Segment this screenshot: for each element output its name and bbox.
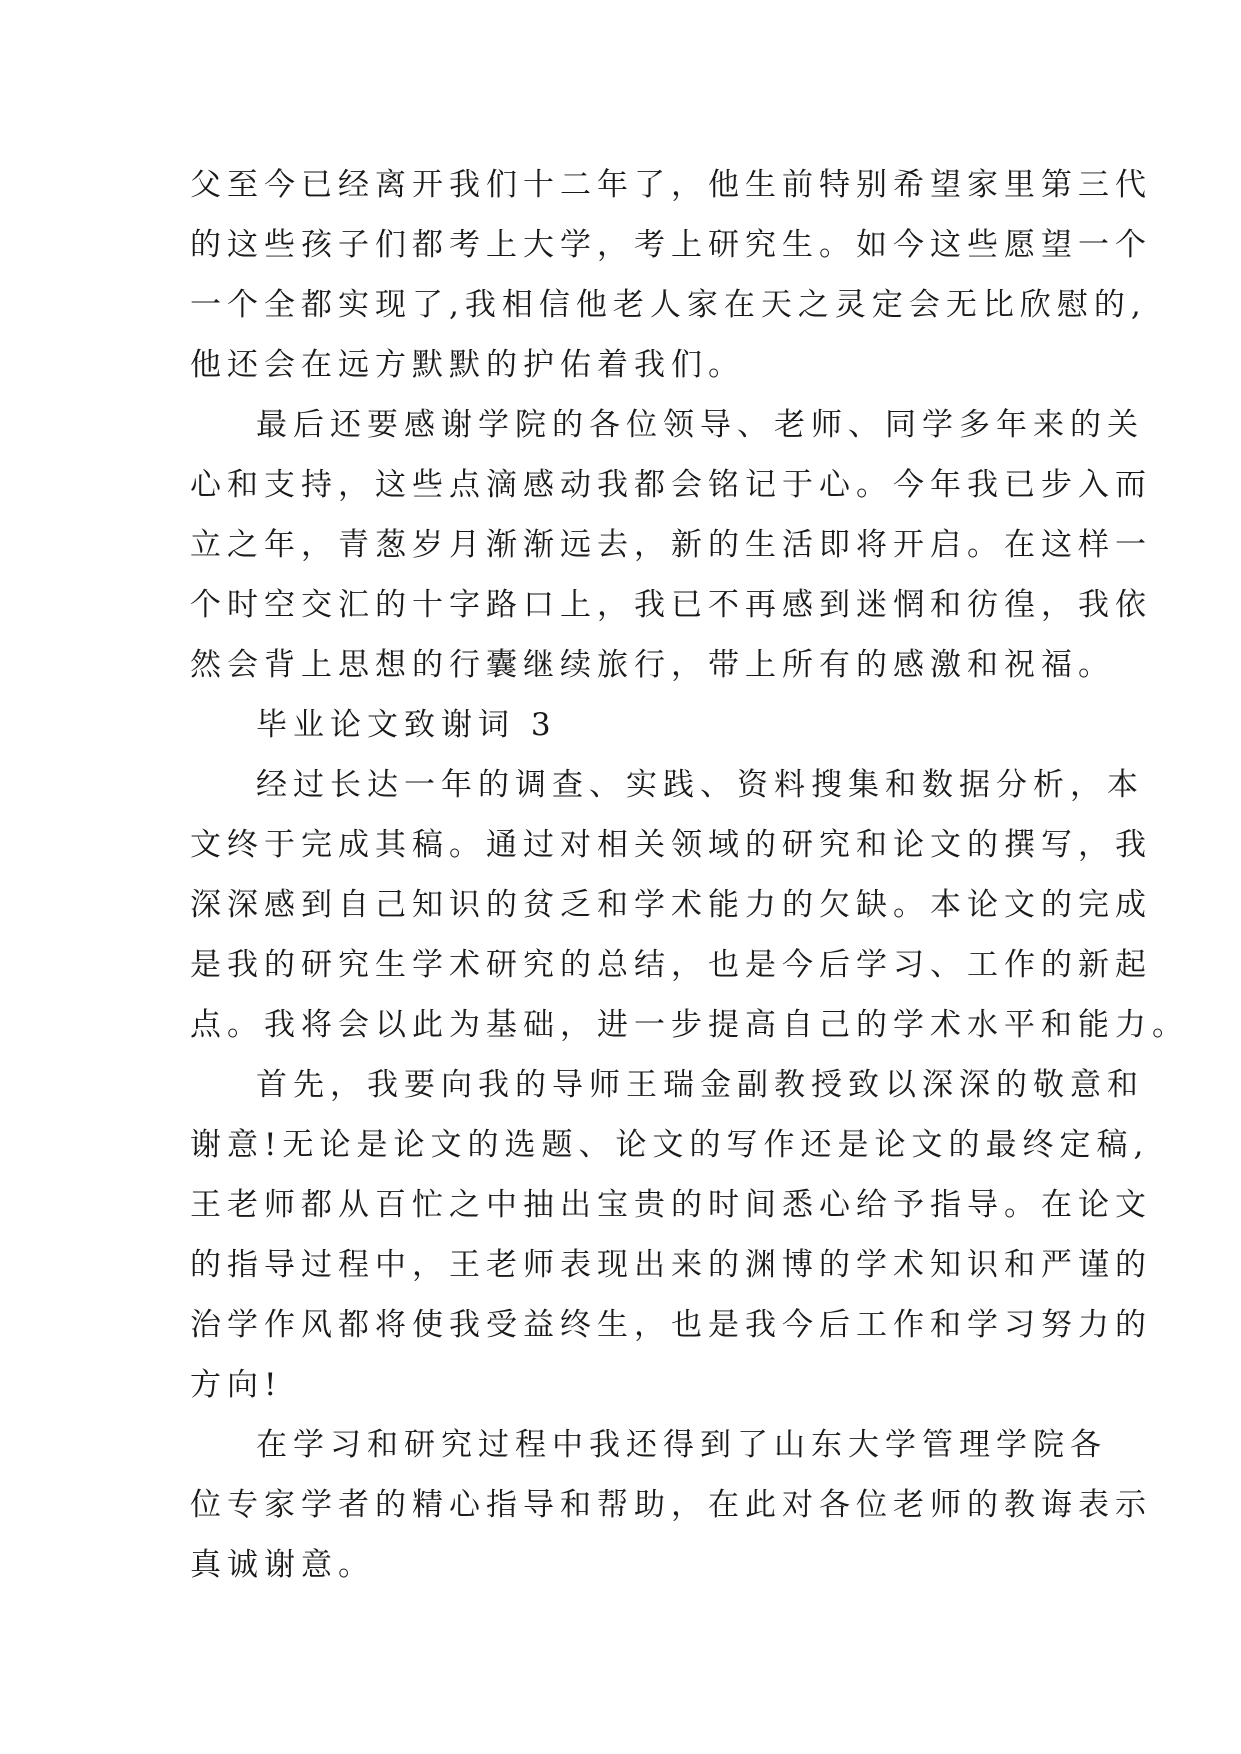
paragraph-line: 治学作风都将使我受益终生，也是我今后工作和学习努力的	[190, 1307, 1152, 1343]
paragraph-line: 在学习和研究过程中我还得到了山东大学管理学院各	[256, 1427, 1107, 1463]
paragraph-line: 父至今已经离开我们十二年了，他生前特别希望家里第三代	[190, 167, 1152, 203]
paragraph-line: 王老师都从百忙之中抽出宝贵的时间悉心给予指导。在论文	[190, 1187, 1152, 1223]
paragraph-line: 一个全都实现了,我相信他老人家在天之灵定会无比欣慰的,	[190, 287, 1147, 323]
document-page	[190, 155, 1189, 1595]
paragraph-line: 的这些孩子们都考上大学，考上研究生。如今这些愿望一个	[190, 227, 1152, 263]
paragraph-line: 位专家学者的精心指导和帮助，在此对各位老师的教诲表示	[190, 1487, 1152, 1523]
paragraph-line: 的指导过程中，王老师表现出来的渊博的学术知识和严谨的	[190, 1247, 1152, 1283]
paragraph-line: 心和支持，这些点滴感动我都会铭记于心。今年我已步入而	[190, 467, 1152, 503]
paragraph-line: 点。我将会以此为基础，进一步提高自己的学术水平和能力。	[190, 1007, 1189, 1043]
section-heading: 毕业论文致谢词 3	[256, 707, 557, 743]
paragraph-line: 谢意!无论是论文的选题、论文的写作还是论文的最终定稿,	[190, 1127, 1150, 1163]
paragraph-line: 然会背上思想的行囊继续旅行，带上所有的感激和祝福。	[190, 647, 1115, 683]
paragraph-line: 他还会在远方默默的护佑着我们。	[190, 347, 745, 383]
paragraph-line: 深深感到自己知识的贫乏和学术能力的欠缺。本论文的完成	[190, 887, 1152, 923]
paragraph-line: 个时空交汇的十字路口上，我已不再感到迷惘和彷徨，我依	[190, 587, 1152, 623]
paragraph-line: 文终于完成其稿。通过对相关领域的研究和论文的撰写，我	[190, 827, 1152, 863]
paragraph-line: 方向!	[190, 1367, 283, 1403]
paragraph-line: 首先，我要向我的导师王瑞金副教授致以深深的敬意和	[256, 1067, 1144, 1103]
paragraph-line: 立之年，青葱岁月渐渐远去，新的生活即将开启。在这样一	[190, 527, 1152, 563]
paragraph-line: 是我的研究生学术研究的总结，也是今后学习、工作的新起	[190, 947, 1152, 983]
paragraph-line: 最后还要感谢学院的各位领导、老师、同学多年来的关	[256, 407, 1144, 443]
paragraph-line: 真诚谢意。	[190, 1547, 375, 1583]
paragraph-line: 经过长达一年的调查、实践、资料搜集和数据分析，本	[256, 767, 1144, 803]
